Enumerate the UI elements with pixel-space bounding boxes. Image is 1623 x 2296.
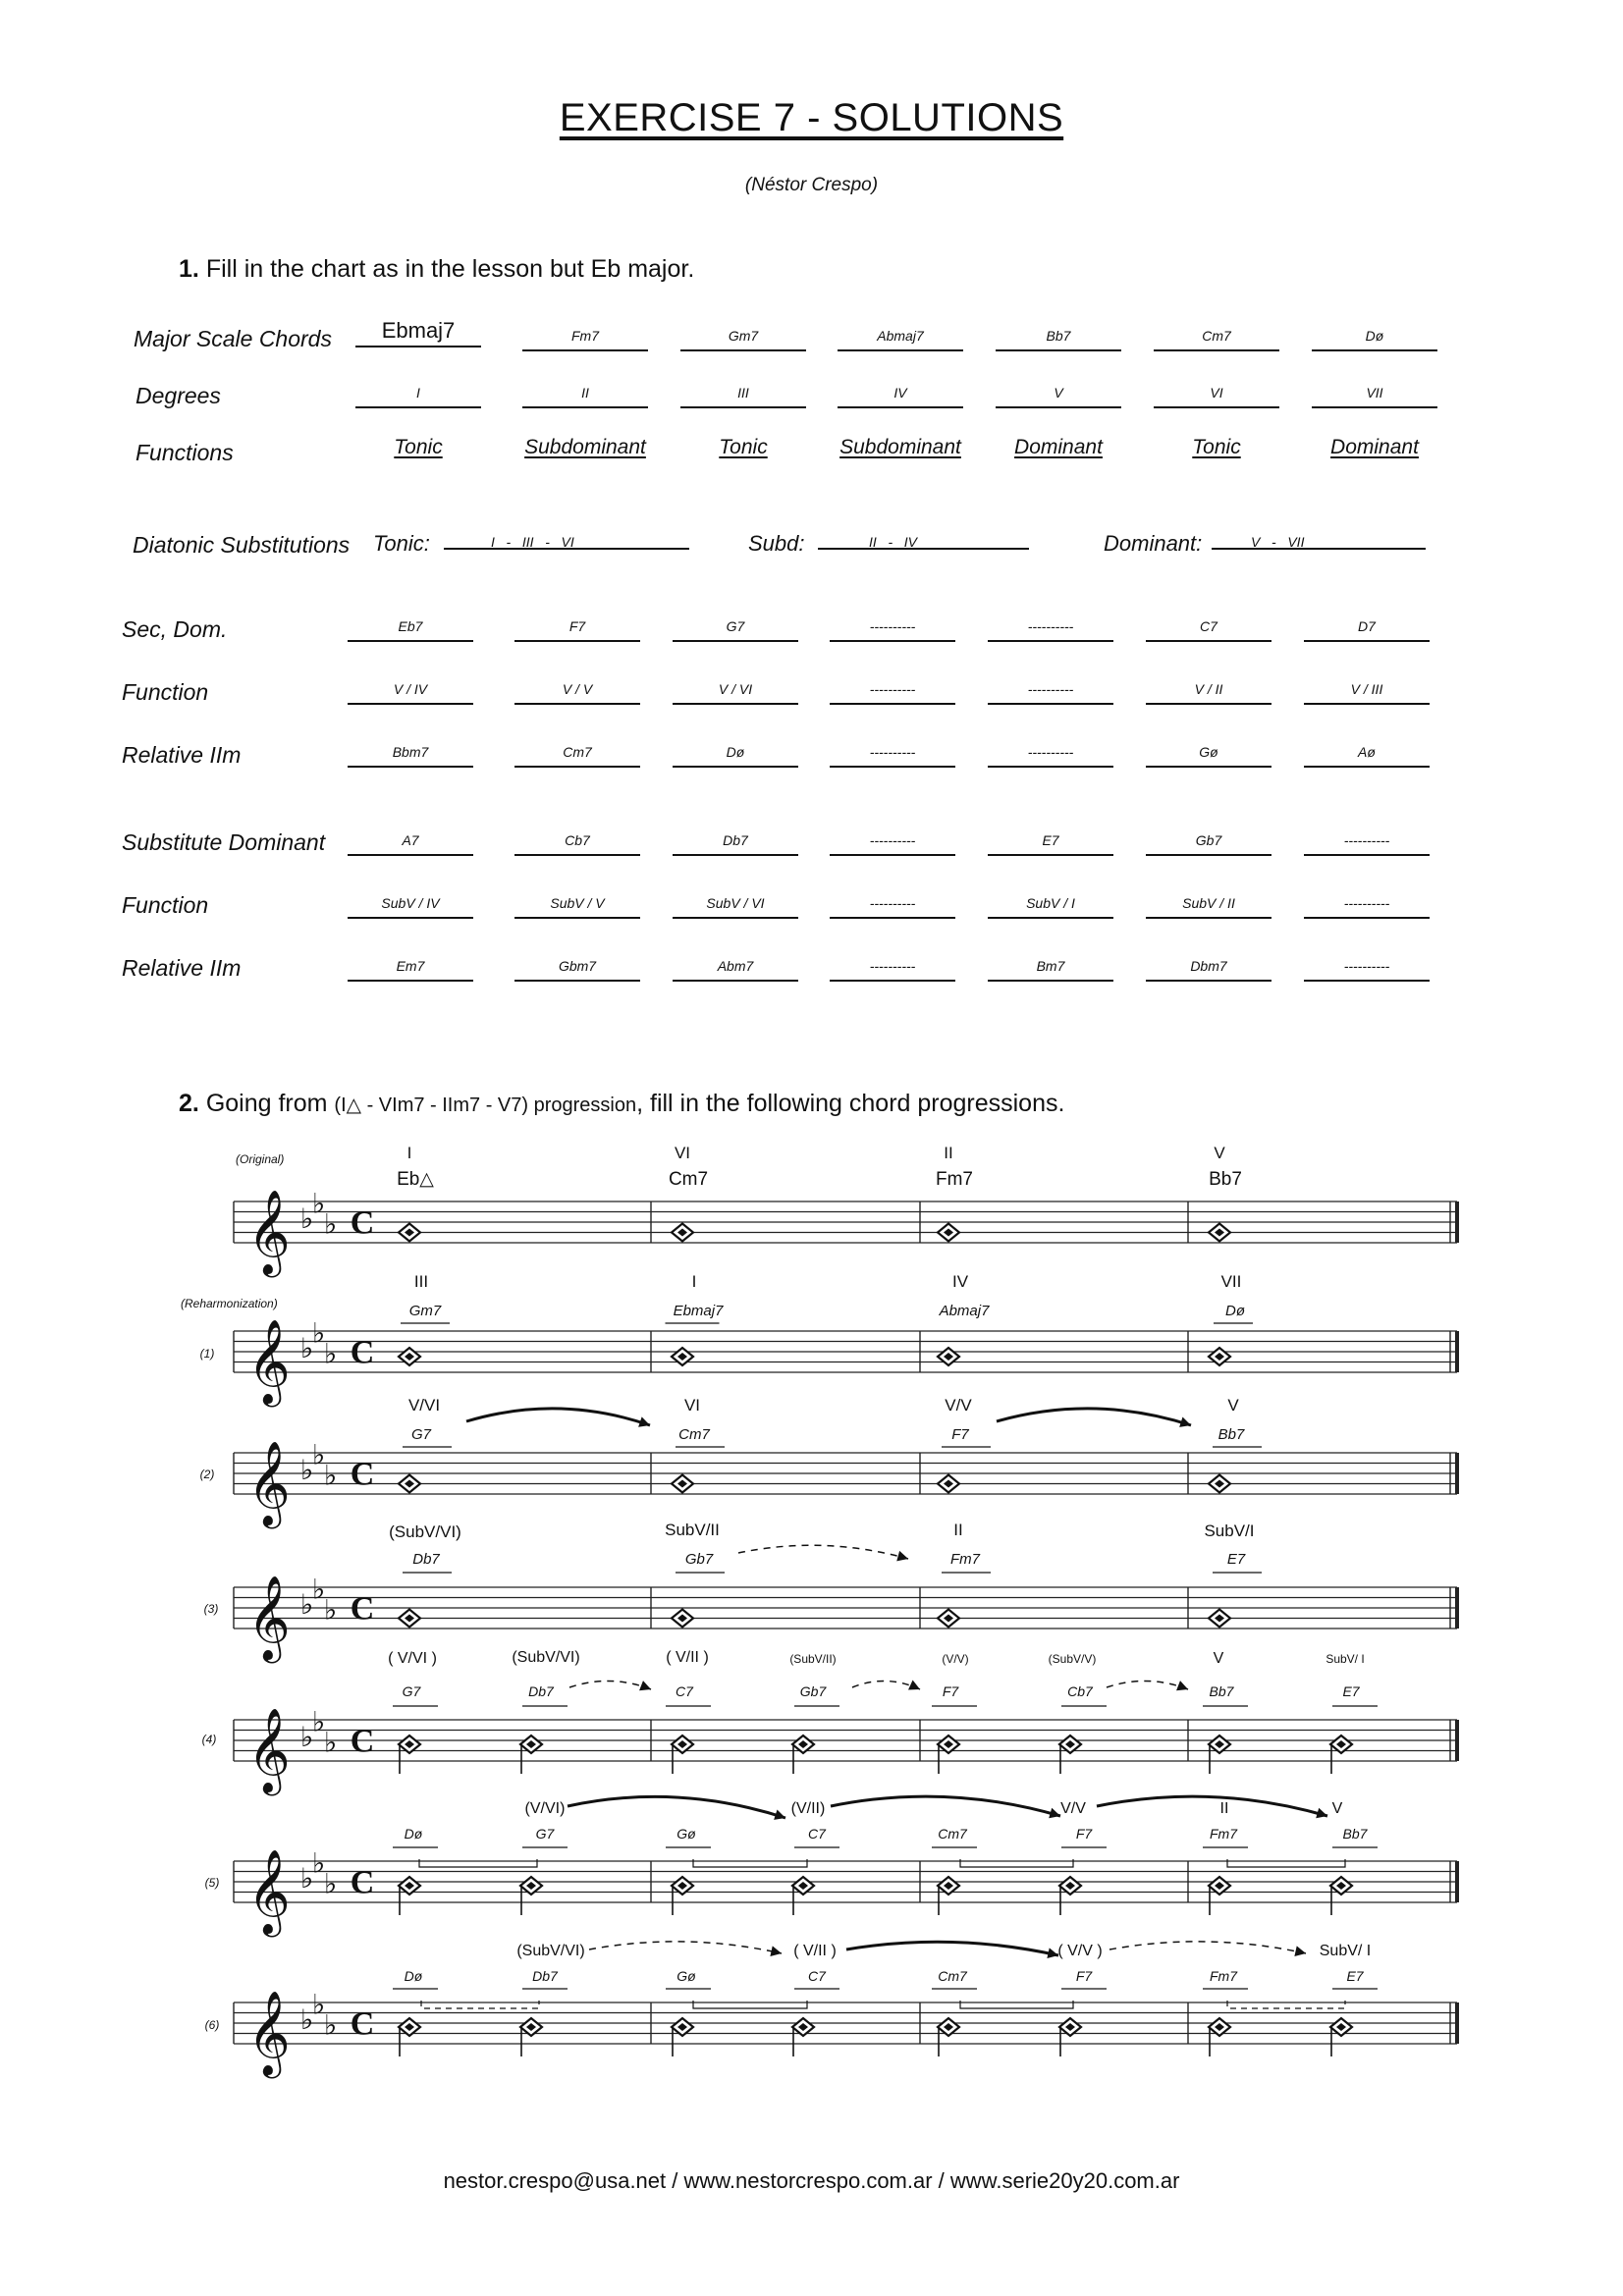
row-label-sec-function: Function (122, 679, 209, 705)
staff1-degree: III (413, 1272, 429, 1291)
dashed-arrow (589, 1942, 782, 1953)
staff4-chord: Gb7 (799, 1683, 827, 1699)
ii-v-bracket (960, 1859, 1073, 1867)
staff5-chord: Dø (404, 1826, 423, 1842)
flat-icon: ♭ (300, 1588, 314, 1621)
flat-icon: ♭ (324, 1207, 338, 1241)
staff1-degree: IV (951, 1272, 969, 1291)
dominant-label: Dominant: (1104, 531, 1203, 556)
substitute-dominant-7: ---------- (1304, 832, 1430, 856)
original-chord: Cm7 (668, 1169, 709, 1190)
major-scale-chord-7: Dø (1312, 328, 1437, 351)
substitute-dominant-4: ---------- (830, 832, 955, 856)
substitute-function-3: SubV / VI (673, 895, 798, 919)
staff1-chord: Gm7 (408, 1303, 442, 1319)
secondary-function-1: V / IV (348, 681, 473, 705)
function-text-7: Dominant (1330, 436, 1419, 458)
flat-icon: ♭ (324, 1726, 338, 1759)
treble-clef-icon: 𝄞 (247, 1319, 291, 1404)
substitute-relative-iim-1: Em7 (348, 958, 473, 982)
function-text-3: Tonic (719, 436, 768, 458)
degree-7: VII (1312, 385, 1437, 408)
treble-clef-icon: 𝄞 (247, 1190, 291, 1274)
flat-icon: ♭ (312, 1187, 326, 1220)
arrow (997, 1409, 1191, 1425)
staff3-chord: E7 (1226, 1551, 1246, 1568)
staff4-degree: SubV/ I (1325, 1652, 1365, 1666)
staff4-degree: ( V/VI ) (388, 1650, 437, 1667)
row-label-sec-relative-iim: Relative IIm (122, 742, 242, 768)
staff2-degree: V (1227, 1396, 1239, 1415)
staff4-chord: Cb7 (1067, 1683, 1093, 1699)
substitute-function-7: ---------- (1304, 895, 1430, 919)
substitute-dominant-1: A7 (348, 832, 473, 856)
secondary-function-2: V / V (514, 681, 640, 705)
degree-6: VI (1154, 385, 1279, 408)
arrow (466, 1409, 650, 1425)
staff-label-2: (2) (199, 1468, 215, 1481)
treble-clef-icon: 𝄞 (247, 1991, 291, 2075)
dominant-substitutions-value: V - VII (1212, 534, 1426, 550)
substitute-dominant-5: E7 (988, 832, 1113, 856)
secondary-relative-iim-6: Gø (1146, 744, 1271, 768)
original-chord: Eb△ (397, 1169, 434, 1190)
treble-clef-icon: 𝄞 (247, 1575, 291, 1660)
staff5-degree: V/V (1060, 1800, 1086, 1817)
row-label-sec-dom: Sec, Dom. (122, 616, 228, 642)
staff4-chord: Bb7 (1209, 1683, 1234, 1699)
original-degree: VI (674, 1144, 691, 1162)
treble-clef-icon: 𝄞 (247, 1849, 291, 1934)
major-scale-chord-4: Abmaj7 (838, 328, 963, 351)
ii-v-bracket (1227, 2001, 1345, 2008)
major-scale-chord-5: Bb7 (996, 328, 1121, 351)
staff3-chord: Fm7 (950, 1551, 980, 1568)
ii-v-bracket (1227, 1859, 1345, 1867)
staff2-degree: V/V (945, 1396, 972, 1415)
original-chord: Bb7 (1209, 1169, 1242, 1190)
staff6-chord: F7 (1075, 1968, 1093, 1984)
staff2-degree: V/VI (407, 1396, 441, 1415)
staff-label-1: (1) (199, 1347, 215, 1361)
secondary-function-4: ---------- (830, 681, 955, 705)
flat-icon: ♭ (300, 2003, 314, 2036)
staff5-chord: Gø (676, 1826, 696, 1842)
secondary-function-3: V / VI (673, 681, 798, 705)
subdominant-label: Subd: (748, 531, 805, 556)
author: (Néstor Crespo) (744, 175, 879, 195)
secondary-dominant-1: Eb7 (348, 618, 473, 642)
original-label: (Original) (236, 1152, 285, 1166)
secondary-relative-iim-2: Cm7 (514, 744, 640, 768)
flat-icon: ♭ (312, 1573, 326, 1606)
treble-clef-icon: 𝄞 (247, 1708, 291, 1792)
flat-icon: ♭ (324, 1867, 338, 1900)
major-scale-chord-3: Gm7 (680, 328, 806, 351)
flat-icon: ♭ (324, 1337, 338, 1370)
flat-icon: ♭ (324, 1593, 338, 1627)
degree-3: III (680, 385, 806, 408)
function-text-2: Subdominant (524, 436, 646, 458)
ii-v-bracket (421, 2001, 539, 2008)
flat-icon: ♭ (312, 1316, 326, 1350)
staff2-chord: F7 (951, 1426, 969, 1443)
staff5-chord: C7 (808, 1826, 826, 1842)
function-text-5: Dominant (1014, 436, 1103, 458)
staff6-chord: Db7 (532, 1968, 558, 1984)
staff1-chord: Dø (1225, 1303, 1245, 1319)
secondary-dominant-4: ---------- (830, 618, 955, 642)
staff1-chord: Ebmaj7 (673, 1303, 724, 1319)
row-label-major-scale-chords: Major Scale Chords (134, 326, 332, 351)
staff4-chord: C7 (676, 1683, 693, 1699)
flat-icon: ♭ (312, 1988, 326, 2021)
staff5-chord: G7 (535, 1826, 555, 1842)
substitute-relative-iim-4: ---------- (830, 958, 955, 982)
time-signature: C (350, 1456, 375, 1493)
staff5-chord: Fm7 (1210, 1826, 1237, 1842)
time-signature: C (350, 1864, 375, 1901)
staff4-chord: G7 (402, 1683, 421, 1699)
question-2-progression: (I△ - VIm7 - IIm7 - V7) progression (334, 1095, 637, 1116)
row-label-substitute-dominant: Substitute Dominant (122, 829, 326, 855)
reharmonization-label: (Reharmonization) (181, 1297, 278, 1310)
dashed-arrow (738, 1545, 908, 1559)
staff4-degree: ( V/II ) (666, 1649, 709, 1666)
substitute-function-6: SubV / II (1146, 895, 1271, 919)
secondary-relative-iim-1: Bbm7 (348, 744, 473, 768)
diatonic-substitutions-label: Diatonic Substitutions (133, 532, 351, 558)
staff2-chord: Bb7 (1217, 1426, 1245, 1443)
substitute-dominant-6: Gb7 (1146, 832, 1271, 856)
staff6-chord: C7 (808, 1968, 826, 1984)
time-signature: C (350, 1334, 375, 1371)
tonic-label: Tonic: (373, 531, 430, 556)
flat-icon: ♭ (324, 2008, 338, 2042)
staff-label-6: (6) (204, 2018, 220, 2032)
page-title: EXERCISE 7 - SOLUTIONS (559, 96, 1064, 139)
staff1-degree: VII (1220, 1272, 1242, 1291)
staff6-chord: E7 (1346, 1968, 1364, 1984)
substitute-relative-iim-7: ---------- (1304, 958, 1430, 982)
footer-contact: nestor.crespo@usa.net / www.nestorcrespo.com.ar / www.serie20y20.com.ar (443, 2168, 1180, 2193)
staff4-degree: (SubV/V) (1048, 1652, 1097, 1666)
dashed-arrow (1107, 1681, 1188, 1689)
staff-4 (234, 1705, 1457, 1796)
subdominant-substitutions-value: II - IV (818, 534, 1029, 550)
substitute-relative-iim-2: Gbm7 (514, 958, 640, 982)
secondary-relative-iim-3: Dø (673, 744, 798, 768)
ii-v-bracket (693, 1859, 807, 1867)
dashed-arrow (1109, 1942, 1306, 1953)
time-signature: C (350, 1723, 375, 1760)
original-degree: V (1214, 1144, 1225, 1162)
staff6-degree: ( V/II ) (793, 1943, 837, 1959)
secondary-relative-iim-4: ---------- (830, 744, 955, 768)
substitute-function-2: SubV / V (514, 895, 640, 919)
question-1-text: Fill in the chart as in the lesson but Eb major. (205, 255, 695, 283)
time-signature: C (350, 1590, 375, 1628)
staff5-degree: (V/II) (790, 1800, 826, 1817)
arrow (1097, 1796, 1327, 1816)
tonic-substitutions-value: I - III - VI (444, 534, 689, 550)
secondary-dominant-6: C7 (1146, 618, 1271, 642)
staff5-chord: Bb7 (1342, 1826, 1368, 1842)
staff3-degree: (SubV/VI) (389, 1522, 461, 1541)
ii-v-bracket (419, 1859, 537, 1867)
staff1-chord: Abmaj7 (939, 1303, 990, 1319)
staff3-degree: SubV/II (665, 1521, 720, 1539)
degree-4: IV (838, 385, 963, 408)
staff3-degree: II (953, 1521, 963, 1539)
flat-icon: ♭ (324, 1459, 338, 1492)
original-degree: I (406, 1144, 412, 1162)
secondary-dominant-3: G7 (673, 618, 798, 642)
substitute-dominant-2: Cb7 (514, 832, 640, 856)
substitute-relative-iim-3: Abm7 (673, 958, 798, 982)
staff6-degree: SubV/ I (1319, 1943, 1372, 1959)
time-signature: C (350, 1204, 375, 1242)
major-scale-chord-2: Fm7 (522, 328, 648, 351)
staff3-degree: SubV/I (1204, 1522, 1255, 1540)
secondary-function-6: V / II (1146, 681, 1271, 705)
staff6-degree: ( V/V ) (1057, 1943, 1103, 1959)
staff6-degree: (SubV/VI) (516, 1943, 585, 1959)
major-scale-chord-1: Ebmaj7 (355, 318, 481, 347)
staff4-degree: (SubV/VI) (512, 1649, 580, 1666)
secondary-relative-iim-5: ---------- (988, 744, 1113, 768)
staff2-chord: Cm7 (678, 1426, 710, 1443)
question-1-number: 1. (179, 255, 199, 283)
staff6-chord: Fm7 (1210, 1968, 1237, 1984)
staff4-degree: (V/V) (942, 1652, 969, 1666)
secondary-dominant-5: ---------- (988, 618, 1113, 642)
secondary-function-7: V / III (1304, 681, 1430, 705)
flat-icon: ♭ (300, 1454, 314, 1486)
row-label-subst-relative-iim: Relative IIm (122, 955, 242, 981)
staff-label-3: (3) (203, 1602, 219, 1616)
staff-5 (234, 1846, 1457, 1938)
question-2-text-after: , fill in the following chord progressions. (636, 1090, 1065, 1117)
major-scale-chord-6: Cm7 (1154, 328, 1279, 351)
secondary-dominant-2: F7 (514, 618, 640, 642)
original-degree: II (944, 1144, 953, 1162)
flat-icon: ♭ (312, 1438, 326, 1471)
function-text-1: Tonic (394, 436, 443, 458)
staff-6 (234, 1988, 1457, 2079)
row-label-degrees: Degrees (135, 383, 221, 408)
secondary-function-5: ---------- (988, 681, 1113, 705)
staff5-degree: (V/VI) (524, 1800, 566, 1817)
function-text-4: Subdominant (839, 436, 961, 458)
original-chord: Fm7 (936, 1169, 973, 1190)
question-2-number: 2. (179, 1090, 199, 1117)
staff4-degree: V (1213, 1650, 1224, 1667)
flat-icon: ♭ (300, 1862, 314, 1895)
arrow (568, 1796, 785, 1818)
staff5-degree: II (1219, 1800, 1229, 1817)
dashed-arrow (569, 1681, 651, 1689)
row-label-functions: Functions (135, 440, 234, 465)
secondary-dominant-7: D7 (1304, 618, 1430, 642)
substitute-relative-iim-6: Dbm7 (1146, 958, 1271, 982)
degree-1: I (355, 385, 481, 408)
flat-icon: ♭ (312, 1846, 326, 1880)
staff-label-5: (5) (204, 1876, 220, 1890)
staff4-chord: Db7 (528, 1683, 554, 1699)
secondary-relative-iim-7: Aø (1304, 744, 1430, 768)
degree-5: V (996, 385, 1121, 408)
staff6-chord: Gø (676, 1968, 696, 1984)
staff-label-4: (4) (201, 1733, 217, 1746)
staff5-chord: Cm7 (938, 1826, 967, 1842)
flat-icon: ♭ (312, 1705, 326, 1738)
degree-2: II (522, 385, 648, 408)
arrow (831, 1796, 1060, 1816)
staff6-chord: Dø (404, 1968, 423, 1984)
flat-icon: ♭ (300, 1332, 314, 1364)
staff3-chord: Db7 (412, 1551, 440, 1568)
flat-icon: ♭ (300, 1202, 314, 1235)
ii-v-bracket (960, 2001, 1073, 2008)
row-label-subst-function: Function (122, 892, 209, 918)
staff4-chord: E7 (1342, 1683, 1360, 1699)
substitute-function-1: SubV / IV (348, 895, 473, 919)
staff6-chord: Cm7 (938, 1968, 967, 1984)
function-text-6: Tonic (1192, 436, 1241, 458)
substitute-relative-iim-5: Bm7 (988, 958, 1113, 982)
substitute-dominant-3: Db7 (673, 832, 798, 856)
staff2-chord: G7 (410, 1426, 432, 1443)
staff3-chord: Gb7 (684, 1551, 714, 1568)
question-2-text-before: Going from (205, 1090, 335, 1117)
staff5-chord: F7 (1075, 1826, 1093, 1842)
staff5-degree: V (1331, 1800, 1343, 1817)
substitute-function-5: SubV / I (988, 895, 1113, 919)
treble-clef-icon: 𝄞 (247, 1441, 291, 1525)
staff1-degree: I (691, 1272, 697, 1291)
staff4-degree: (SubV/II) (789, 1652, 837, 1666)
substitute-function-4: ---------- (830, 895, 955, 919)
arrow (846, 1942, 1058, 1955)
staff-1 (234, 1316, 1457, 1408)
staff2-degree: VI (683, 1396, 701, 1415)
flat-icon: ♭ (300, 1721, 314, 1753)
staff4-chord: F7 (942, 1683, 959, 1699)
time-signature: C (350, 2005, 375, 2043)
ii-v-bracket (693, 2001, 807, 2008)
